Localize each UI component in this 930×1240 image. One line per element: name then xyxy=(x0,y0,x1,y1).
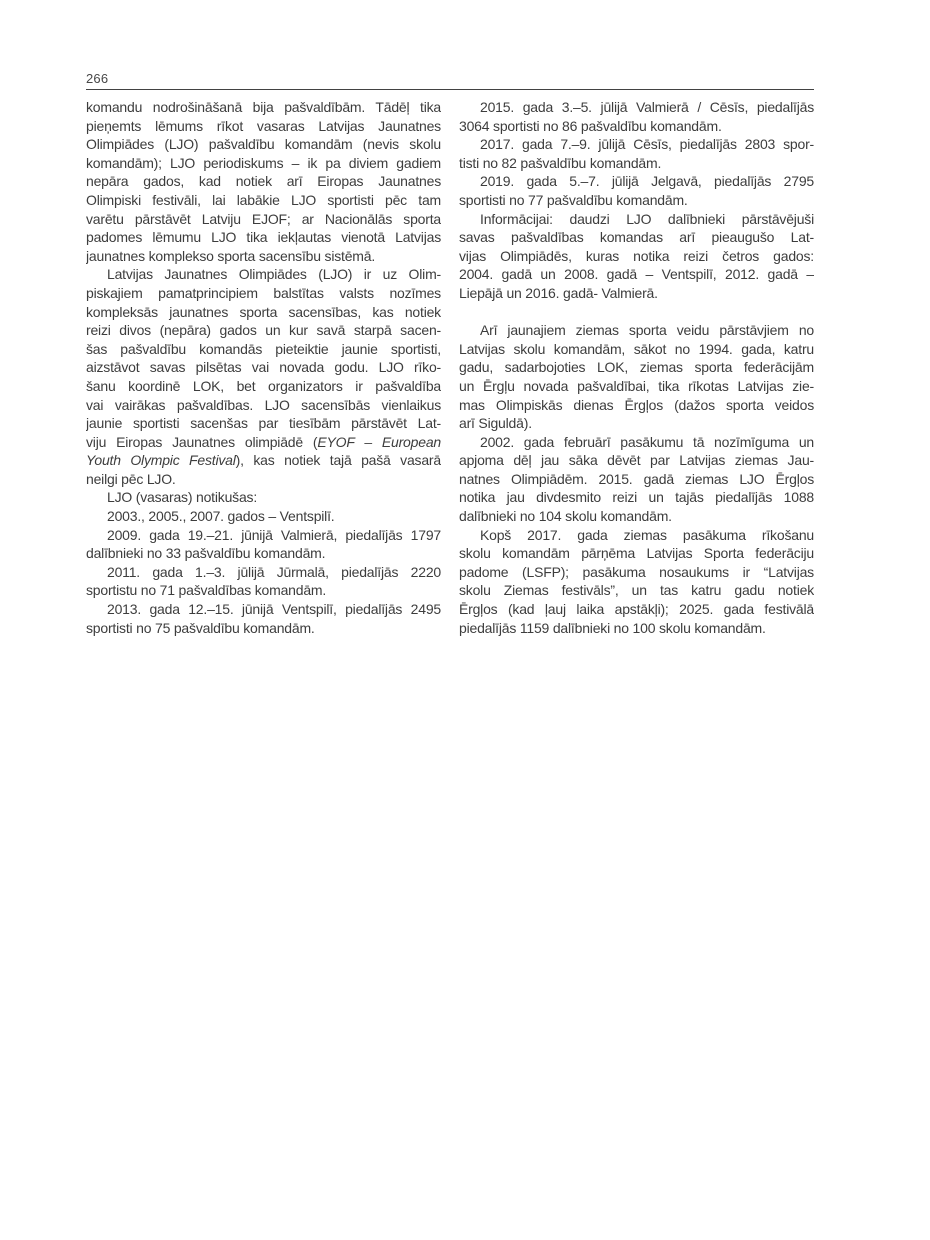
text-line: sportisti no 75 pašvaldību komandām. xyxy=(86,619,315,636)
text-line: vijas Olimpiādēs, kuras notika reizi četros gados: xyxy=(459,247,814,264)
text-line: apjoma dēļ jau sāka dēvēt par Latvijas ziemas Jau- xyxy=(459,452,814,469)
paragraph xyxy=(86,507,441,526)
plain-text: viju Eiropas Jaunatnes olimpiādē ( xyxy=(86,433,318,450)
text-line: sportisti no 77 pašvaldību komandām. xyxy=(459,191,688,208)
paragraph xyxy=(86,265,441,488)
text-line: vai vairākas pašvaldības. LJO sacensībās vienlaikus xyxy=(86,396,441,413)
paragraph xyxy=(86,98,441,265)
text-line: mas Olimpiskās dienas Ērgļos (dažos sporta veidos xyxy=(459,396,814,413)
text-line: jaunie sportisti sacenšas par tiesībām pārstāvēt Lat- xyxy=(86,415,441,432)
text-line: 2015. gada 3.–5. jūlijā Valmierā / Cēsīs, piedalījās xyxy=(480,99,814,115)
text-line: padomes lēmumu LJO tika iekļautas vienotā Latvijas xyxy=(86,229,441,246)
text-line: 2013. gada 12.–15. jūnijā Ventspilī, piedalījās 2495 xyxy=(107,601,441,618)
text-line: skolu komandām pārņēma Latvijas Sporta federāciju xyxy=(459,545,814,562)
text-line: Olimpiādes (LJO) pašvaldību komandām (nevis skolu xyxy=(86,136,441,153)
text-line: Arī jaunajiem ziemas sporta veidu pārstāvjiem no xyxy=(480,322,814,339)
text-line: nepāra gados, kad notiek arī Eiropas Jaunatnes xyxy=(86,173,441,190)
text-line: notika jau divdesmito reizi un tajās piedalījās 1088 xyxy=(459,489,814,506)
paragraph xyxy=(459,433,814,526)
paragraph xyxy=(86,563,441,600)
text-line: piedalījās 1159 dalībnieki no 100 skolu komandām. xyxy=(459,619,766,636)
text-line: Ērgļos (kad ļauj laika apstākļi); 2025. gada festivālā xyxy=(459,601,814,618)
right-column xyxy=(459,98,814,637)
text-line: natnes Olimpiādēm. 2015. gadā ziemas LJO Ērgļos xyxy=(459,470,814,487)
text-line: komandu nodrošināšanā bija pašvaldībām. Tādēļ tika xyxy=(86,99,441,115)
text-line: un Ērgļu novada pašvaldībai, tika rīkotas Latvijas zie- xyxy=(459,377,814,394)
paragraph xyxy=(459,172,814,209)
text-line: reizi divos (nepāra) gados un kur savā starpā sacen- xyxy=(86,322,441,339)
text-line: LJO (vasaras) notikušas: xyxy=(107,489,258,506)
left-column xyxy=(86,98,441,637)
text-line: sportistu no 71 pašvaldības komandām. xyxy=(86,582,327,599)
text-line: savas pašvaldības komandas arī pieaugušo Lat- xyxy=(459,229,814,246)
text-line: komandām); LJO periodiskums – ik pa diviem gadiem xyxy=(86,154,441,171)
paragraph xyxy=(86,600,441,637)
text-line xyxy=(86,433,441,452)
text-line: Kopš 2017. gada ziemas pasākuma rīkošanu xyxy=(480,526,814,543)
text-line: Latvijas skolu komandām, sākot no 1994. gada, katru xyxy=(459,340,814,357)
text-line: 3064 sportisti no 86 pašvaldību komandām. xyxy=(459,117,722,134)
text-line: pieņemts lēmums rīkot vasaras Latvijas Jaunatnes xyxy=(86,117,441,134)
text-line: piskajiem pamatprincipiem balstītas valsts nozīmes xyxy=(86,284,441,301)
text-line: aizstāvot savas pilsētas vai novada godu. LJO rīko- xyxy=(86,359,441,376)
paragraph xyxy=(86,488,441,507)
text-line: dalībnieki no 33 pašvaldību komandām. xyxy=(86,545,326,562)
text-line: 2002. gada februārī pasākumu tā nozīmīguma un xyxy=(480,433,814,450)
text-line: Olimpiski festivāli, lai labākie LJO sportisti pēc tam xyxy=(86,191,441,208)
page-content xyxy=(86,71,814,637)
paragraph xyxy=(86,526,441,563)
text-line: tisti no 82 pašvaldību komandām. xyxy=(459,154,662,171)
text-columns xyxy=(86,98,814,637)
text-line: padome (LSFP); pasākuma nosaukums ir “Latvijas xyxy=(459,563,814,580)
paragraph xyxy=(459,526,814,638)
text-line: neilgi pēc LJO. xyxy=(86,470,176,487)
text-line: 2009. gada 19.–21. jūnijā Valmierā, piedalījās 1797 xyxy=(107,526,441,543)
text-line: gadu, sadarbojoties LOK, ziemas sporta federācijām xyxy=(459,359,814,376)
text-line: kompleksās jaunatnes sporta sacensības, kas notiek xyxy=(86,303,441,320)
text-line: skolu Ziemas festivāls”, un tas katru gadu notiek xyxy=(459,582,814,599)
text-line: Liepājā un 2016. gadā- Valmierā. xyxy=(459,284,658,301)
text-line: 2003., 2005., 2007. gados – Ventspilī. xyxy=(107,508,335,525)
paragraph xyxy=(459,135,814,172)
italic-text: Youth Olympic Festival xyxy=(86,452,236,469)
text-line: 2019. gada 5.–7. jūlijā Jelgavā, piedalījās 2795 xyxy=(480,173,814,190)
text-line: Latvijas Jaunatnes Olimpiādes (LJO) ir uz Olim- xyxy=(107,266,441,283)
paragraph xyxy=(459,98,814,135)
text-line: arī Siguldā). xyxy=(459,415,532,432)
text-line: 2017. gada 7.–9. jūlijā Cēsīs, piedalījās 2803 spor- xyxy=(480,136,814,153)
italic-text: EYOF – European xyxy=(317,433,441,450)
text-line xyxy=(86,451,441,470)
paragraph xyxy=(459,210,814,303)
text-line: Informācijai: daudzi LJO dalībnieki pārstāvējuši xyxy=(480,210,814,227)
text-line: 2004. gadā un 2008. gadā – Ventspilī, 2012. gadā – xyxy=(459,266,814,283)
plain-text: ), kas notiek tajā pašā vasarā xyxy=(235,452,441,469)
paragraph xyxy=(459,321,814,433)
text-line: šanu koordinē LOK, bet organizators ir pašvaldība xyxy=(86,377,441,394)
text-line: varētu pārstāvēt Latviju EJOF; ar Nacionālās sporta xyxy=(86,210,441,227)
text-line: dalībnieki no 104 skolu komandām. xyxy=(459,508,672,525)
header-rule xyxy=(86,89,814,90)
page-number: 266 xyxy=(86,71,109,86)
text-line: 2011. gada 1.–3. jūlijā Jūrmalā, piedalījās 2220 xyxy=(107,563,441,580)
text-line: jaunatnes komplekso sporta sacensību sistēmā. xyxy=(86,247,376,264)
text-line: šas pašvaldību komandās pieteiktie jaunie sportisti, xyxy=(86,340,441,357)
